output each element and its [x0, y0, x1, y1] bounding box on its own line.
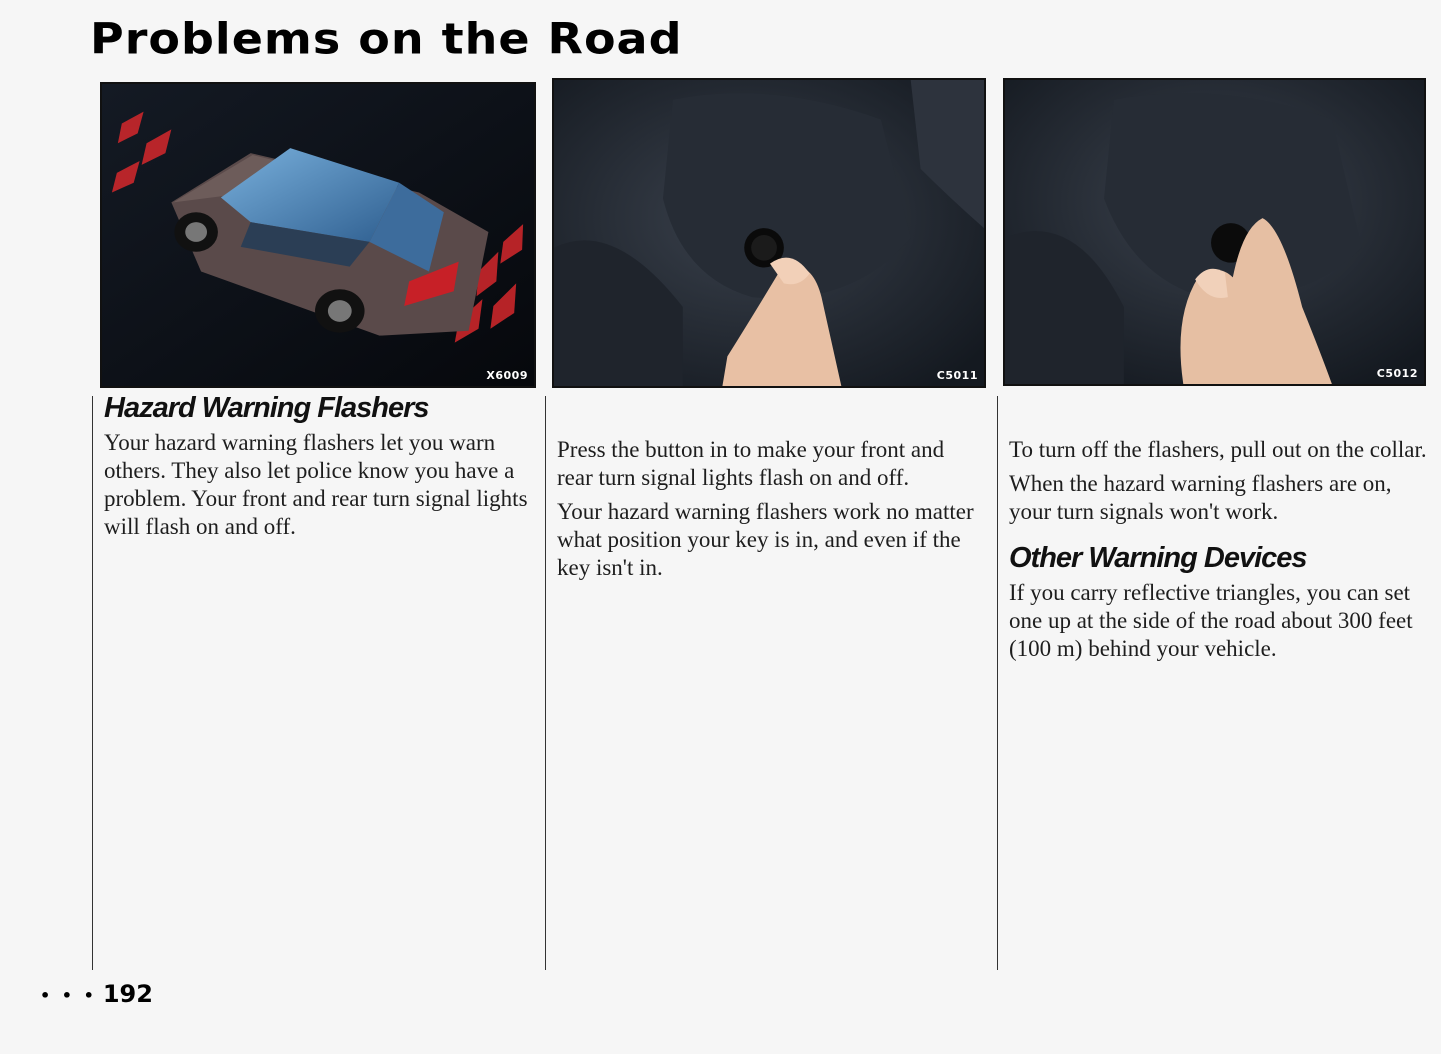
paragraph: Your hazard warning flashers let you warn others. They also let police know you have a problem. Your front and rear turn signal lights will flash on and off.: [104, 430, 528, 539]
section-heading: Other Warning Devices: [1009, 542, 1307, 574]
photo-code-label: C5012: [1376, 367, 1418, 380]
paragraph: To turn off the flashers, pull out on the collar.: [1009, 437, 1427, 462]
paragraph: Your hazard warning flashers work no matter what position your key is in, and even if the key isn't in.: [557, 499, 974, 580]
column-divider: [92, 396, 93, 970]
column-press-button: [557, 436, 985, 588]
column-divider: [997, 396, 998, 970]
page-title: Problems on the Road: [90, 14, 683, 64]
page-number: [40, 980, 153, 1008]
paragraph: When the hazard warning flashers are on, your turn signals won't work.: [1009, 471, 1392, 524]
column-hazard-flashers: [104, 392, 536, 547]
steering-column-illustration: [1005, 80, 1424, 384]
page-number-value: 192: [102, 980, 153, 1008]
photo-code-label: X6009: [486, 369, 528, 382]
photo-code-label: C5011: [936, 369, 978, 382]
steering-column-illustration: [554, 80, 984, 386]
pull-collar-photo: [1003, 78, 1426, 386]
paragraph: If you carry reflective triangles, you can set one up at the side of the road about 300 feet (100 m) behind your vehicle.: [1009, 580, 1413, 661]
column-divider: [545, 396, 546, 970]
column-turn-off: [1009, 436, 1427, 669]
page-number-dots: • • •: [40, 985, 97, 1005]
car-photo: [100, 82, 536, 388]
press-button-photo: [552, 78, 986, 388]
section-heading: Hazard Warning Flashers: [104, 392, 429, 424]
car-illustration: [102, 84, 534, 386]
paragraph: Press the button in to make your front and rear turn signal lights flash on and off.: [557, 437, 945, 490]
